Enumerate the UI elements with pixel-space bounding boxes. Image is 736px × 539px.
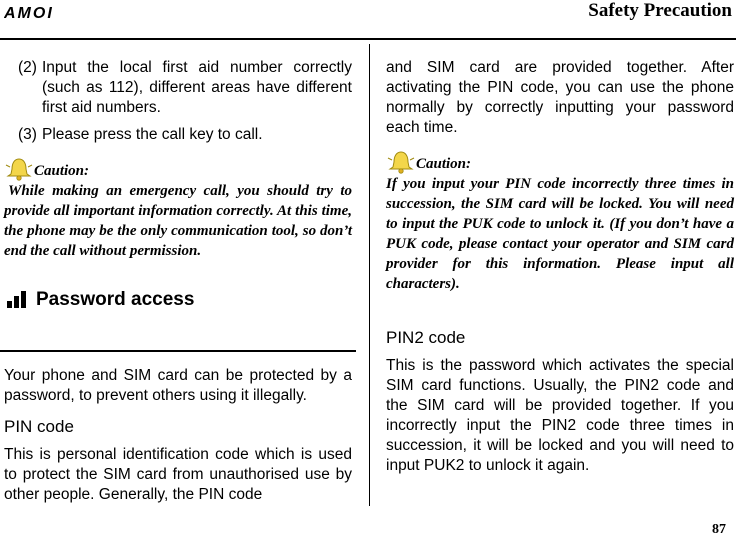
caution-block <box>4 157 352 261</box>
caution-bell-icon <box>4 157 34 181</box>
list-item-number: (2) <box>18 59 37 76</box>
header-rule <box>0 38 736 40</box>
caution-label: Caution: <box>34 163 90 179</box>
list-item-number: (3) <box>18 126 37 143</box>
pin-code-continued: and SIM card are provided together. After activating the PIN code, you can use the phone normally by correctly inputting your password each time. <box>386 59 734 136</box>
section-title: Password access <box>36 289 195 310</box>
logo-text: AMOI <box>4 5 54 20</box>
pin2-code-text: This is the password which activates the special SIM card functions. Usually, the PIN2 code and the SIM card will be provided together. If you incorrectly input the PIN2 code three times in succession, it will be locked and you will need to input PUK2 to unlock it again. <box>386 357 734 474</box>
left-column <box>4 58 352 311</box>
right-column <box>386 58 734 476</box>
list-item-3 <box>4 125 352 145</box>
section-intro: Your phone and SIM card can be protected by a password, to prevent others using it illegally. <box>4 367 352 404</box>
caution-heading <box>4 157 352 181</box>
pin2-code-heading: PIN2 code <box>386 328 466 347</box>
pin-code-heading: PIN code <box>4 417 74 436</box>
list-item-2 <box>4 58 352 118</box>
section-bars-icon <box>6 291 28 309</box>
section-heading-password <box>4 289 352 311</box>
list-item-text: Please press the call key to call. <box>42 126 263 143</box>
caution-heading <box>386 150 734 174</box>
caution-bell-icon <box>386 150 416 174</box>
amoi-logo <box>4 4 76 20</box>
page-number: 87 <box>712 522 726 537</box>
section-rule <box>0 350 356 352</box>
caution-text: If you input your PIN code incorrectly three times in succession, the SIM card will be locked. You will need to input the PUK code to unlock it. (If you don’t have a PUK code, please contact your operator and SIM card provider for this information. Please input all characters). <box>386 176 734 292</box>
column-divider <box>369 44 370 506</box>
caution-block <box>386 150 734 294</box>
left-column-lower <box>4 366 352 505</box>
list-item-text: Input the local first aid number correctly (such as 112), different areas have different first aid numbers. <box>42 59 352 116</box>
page-header-title: Safety Precaution <box>588 0 732 21</box>
pin-code-text: This is personal identification code which is used to protect the SIM card from unauthorised use by other people. Generally, the PIN code <box>4 446 352 503</box>
caution-text: While making an emergency call, you should try to provide all important information correctly. At this time, the phone may be the only communication tool, so don’t end the call without permission. <box>4 183 352 259</box>
caution-label: Caution: <box>416 156 472 172</box>
